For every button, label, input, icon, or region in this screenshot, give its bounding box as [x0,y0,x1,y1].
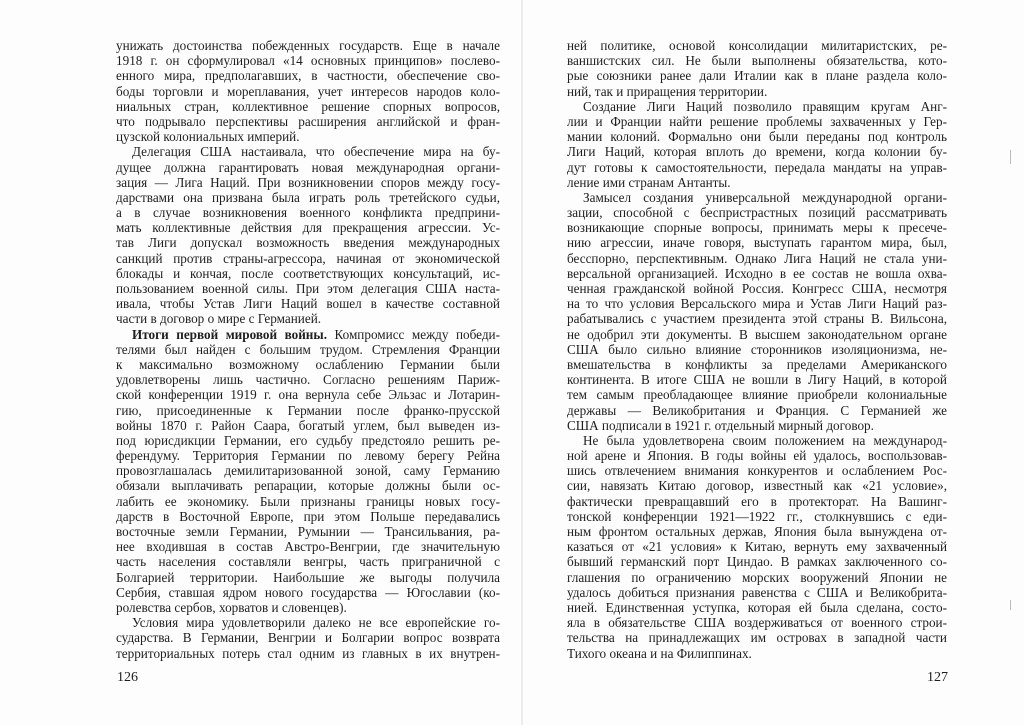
line-text: дарств в Восточной Европе, при этом Польше передавались [116,508,500,524]
text-line [116,205,500,220]
line-text: нию агрессии, иначе говоря, выступать гарантом мира, был, [567,235,947,251]
section-heading: Итоги первой мировой войны. [132,326,327,342]
line-text: державы — Великобритания и Франция. С Германией же [567,402,947,418]
line-text: вмешательства в конфликты за пределами Американского [567,356,947,372]
line-text: мании колоний. Формально они были переданы под контроль [567,129,947,145]
text-line [567,251,947,266]
line-text: рые союзники ранее дали Италии как в плане раздела коло- [567,68,947,84]
text-line [116,387,500,402]
line-text: лабить ее экономику. Были признаны границы новых госу- [116,493,500,509]
text-line [116,615,500,630]
text-line [567,509,947,524]
text-line [567,68,947,83]
line-text: территориальных потерь стал одним из главных в их внутрен- [116,645,500,661]
text-line [567,433,947,448]
text-line [116,99,500,114]
line-text: бывший германский порт Циндао. В рамках заключенного со- [567,554,947,570]
text-line [116,494,500,509]
line-text: Делегация США настаивала, что обеспечение мира на бу- [132,144,500,160]
line-text: ченная гражданской войной Россия. Конгресс США, несмотря [567,281,947,296]
line-text: восточные земли Германии, Румынии — Трансильвания, ра- [116,524,500,539]
line-text: телями был найден с большим трудом. Стремления Франции [116,341,500,357]
line-text: пользованием военной силы. При этом делегация США наста- [116,281,500,296]
line-text: дарствами она призвана была играть роль третейского судьи, [116,189,500,205]
text-line [116,342,500,357]
text-line [116,433,500,448]
line-text: ний, так и приращения территории. [567,83,768,99]
scan-edge-mark [1010,600,1011,610]
line-text: тельства на принадлежащих им островах в западной части [567,630,947,646]
line-text: удалось добиться признания равенства с США и Великобрита- [567,584,947,600]
text-line [116,585,500,600]
text-line [567,418,947,433]
text-line [116,53,500,68]
line-text: ваншистских сил. Не были выполнены обязательства, кото- [567,53,947,69]
text-line [116,509,500,524]
text-line [116,539,500,554]
text-line [567,220,947,235]
text-line [567,235,947,250]
text-line [567,403,947,418]
line-text: зация — Лига Наций. При возникновении споров между госу- [116,174,500,190]
text-line [116,478,500,493]
line-text: яла в обязательстве США воздерживаться от военного строи- [567,615,947,631]
line-text: Не была удовлетворена своим положением на международ- [583,432,947,448]
text-line [567,99,947,114]
text-line [567,372,947,387]
text-line [116,220,500,235]
line-text: США было сильно влияние сторонников изоляционизма, не- [567,341,947,357]
text-line [116,372,500,387]
line-text: провозглашалась демилитаризованной зоной, саму Германию [116,463,500,479]
text-line [567,190,947,205]
line-text: 1918 г. он сформулировал «14 основных принципов» послево- [116,53,500,69]
text-line [116,327,500,342]
line-text: Условия мира удовлетворили далеко не все европейские го- [132,615,500,631]
line-text: а в случае возникновения военного конфликта предприни- [116,205,500,221]
line-text: тонской конференции 1921—1922 гг., столкнувшись с еди- [567,508,947,524]
text-line [567,463,947,478]
text-line [567,296,947,311]
line-text: возникающие спорные вопросы, принимать меры к пресече- [567,220,947,236]
text-line [116,281,500,296]
text-line [116,266,500,281]
book-gutter [521,0,523,725]
line-text: к максимально возможному ослаблению Германии были [116,356,500,372]
line-text: фактически превращавший его в протекторат. На Вашинг- [567,493,947,509]
line-text: лии и Франции найти решение проблемы захваченных у Гер- [567,113,947,129]
text-line [567,266,947,281]
line-text: цузской колониальных империй. [116,129,300,145]
line-text: ным фронтом остальных держав, Япония была вынуждена от- [567,524,947,539]
text-line [116,38,500,53]
line-text: что подрывало перспективы расширения английской и фран- [116,113,500,129]
line-text: части в договор о мире с Германией. [116,311,322,327]
page-number-right: 127 [927,670,948,685]
line-text: тав Лиги допускал возможность введения международных [116,235,500,251]
line-text: тем самым преобладающее влияние приобрели колониальные [567,387,947,403]
line-text: ной арене и Япония. В годы войны ей удалось, воспользовав- [567,448,947,464]
text-line [567,114,947,129]
line-text: зации, способной с беспристрастных позиций рассматривать [567,205,947,221]
line-text: глашения по ограничению морских вооружений Японии не [567,569,947,585]
line-text: гию, присоединенные к Германии после франко-прусской [116,402,500,418]
text-line [116,160,500,175]
text-line [567,448,947,463]
line-text: Болгарией территории. Наибольшие же выгоды получила [116,569,500,585]
text-line [567,585,947,600]
line-text: часть населения составляли венгры, часть приграничной с [116,554,500,570]
text-line [116,554,500,569]
text-line [116,524,500,539]
text-line [116,357,500,372]
line-text: нее входившая в состав Австро-Венгрии, где значительную [116,539,500,555]
text-line [567,554,947,569]
text-line [116,448,500,463]
text-line [567,494,947,509]
line-text: нией. Единственная уступка, которая ей была сделана, состо- [567,599,947,615]
text-line [567,630,947,645]
text-line [567,646,947,661]
line-text: ление ими странам Антанты. [567,174,731,190]
line-text: шись отвлечением внимания конкурентов и ослаблением Рос- [567,463,947,479]
text-line [567,38,947,53]
text-line [116,235,500,250]
line-text: Замысел создания универсальной международной органи- [583,189,947,205]
text-line [116,600,500,615]
line-text: мать коллективные действия для прекращения агрессии. Ус- [116,220,500,236]
text-line [116,296,500,311]
text-line [567,387,947,402]
line-text: Компромисс между победи- [327,326,500,342]
line-text: под юрисдикции Германии, его судьбу предстояло решить ре- [116,432,500,448]
text-line [116,311,500,326]
text-line [567,357,947,372]
text-line [567,311,947,326]
line-text: рабатывались с участием президента этой страны В. Вильсона, [567,311,947,327]
text-line [116,190,500,205]
line-text: ниальных стран, коллективное решение спорных вопросов, [116,98,500,114]
line-text: сии, навязать Китаю договор, известный как «21 условие», [567,478,947,494]
left-page-text [116,38,500,661]
line-text: казаться от «21 условия» к Китаю, вернуть ему захваченный [567,539,947,555]
right-page-text [567,38,947,661]
line-text: ролевства сербов, хорватов и словенцев). [116,599,347,615]
line-text: ивала, чтобы Устав Лиги Наций вошел в качестве составной [116,296,500,312]
text-line [567,539,947,554]
text-line [567,570,947,585]
text-line [116,403,500,418]
text-line [116,646,500,661]
line-text: версальной организацией. Исходно в ее состав не вошла охва- [567,265,947,281]
text-line [567,615,947,630]
text-line [567,129,947,144]
text-line [567,160,947,175]
text-line [567,144,947,159]
line-text: санкций против страны-агрессора, начиная от экономической [116,250,500,266]
text-line [116,570,500,585]
line-text: боды торговли и мореплавания, учет интересов народов коло- [116,83,500,99]
page-number-left: 126 [117,670,138,685]
text-line [567,524,947,539]
line-text: енного мира, предполагавших, в частности, обеспечение сво- [116,68,500,84]
text-line [116,175,500,190]
text-line [116,463,500,478]
line-text: США подписали в 1921 г. отдельный мирный договор. [567,417,874,433]
line-text: удовлетворены лишь частично. Согласно решениям Париж- [116,372,500,388]
text-line [567,205,947,220]
line-text: войны 1870 г. Район Саара, богатый углем, был выведен из- [116,417,500,433]
line-text: сударства. В Германии, Венгрии и Болгарии вопрос возврата [116,630,500,646]
line-text: ской конференции 1919 г. она вернула себе Эльзас и Лотарин- [116,387,500,403]
text-line [116,84,500,99]
text-line [116,630,500,645]
line-text: континента. В итоге США не вошли в Лигу Наций, в которой [567,372,947,388]
line-text: ферендуму. Территория Германии по левому берегу Рейна [116,448,500,464]
text-line [116,251,500,266]
line-text: бесспорно, перспективным. Однако Лига Наций не стала уни- [567,250,947,266]
text-line [567,478,947,493]
line-text: обязали выплачивать репарации, которые должны были ос- [116,478,500,494]
scan-edge-mark [1010,150,1011,164]
line-text: дущее должна гарантировать новая международная органи- [116,159,500,175]
line-text: блокады и кончая, после соответствующих консультаций, ис- [116,265,500,281]
text-line [116,114,500,129]
text-line [567,600,947,615]
text-line [567,342,947,357]
text-line [567,53,947,68]
text-line [567,327,947,342]
text-line [116,144,500,159]
line-text: на то что условия Версальского мира и Устав Лиги Наций раз- [567,296,947,312]
text-line [567,84,947,99]
text-line [567,281,947,296]
text-line [567,175,947,190]
line-text: не одобрил эти документы. В высшем законодательном органе [567,326,947,342]
text-line [116,68,500,83]
line-text: унижать достоинства побежденных государств. Еще в начале [116,38,500,53]
text-line [116,129,500,144]
line-text: Тихого океана и на Филиппинах. [567,645,752,661]
text-line [116,418,500,433]
line-text: Лиги Наций, которая вплоть до времени, когда колонии бу- [567,144,947,160]
line-text: ней политике, основой консолидации милитаристских, ре- [567,38,947,53]
line-text: Создание Лиги Наций позволило правящим кругам Анг- [583,98,947,114]
line-text: дут готовы к самостоятельности, передала мандаты на управ- [567,159,947,175]
line-text: Сербия, ставшая ядром нового государства — Югославии (ко- [116,584,500,600]
